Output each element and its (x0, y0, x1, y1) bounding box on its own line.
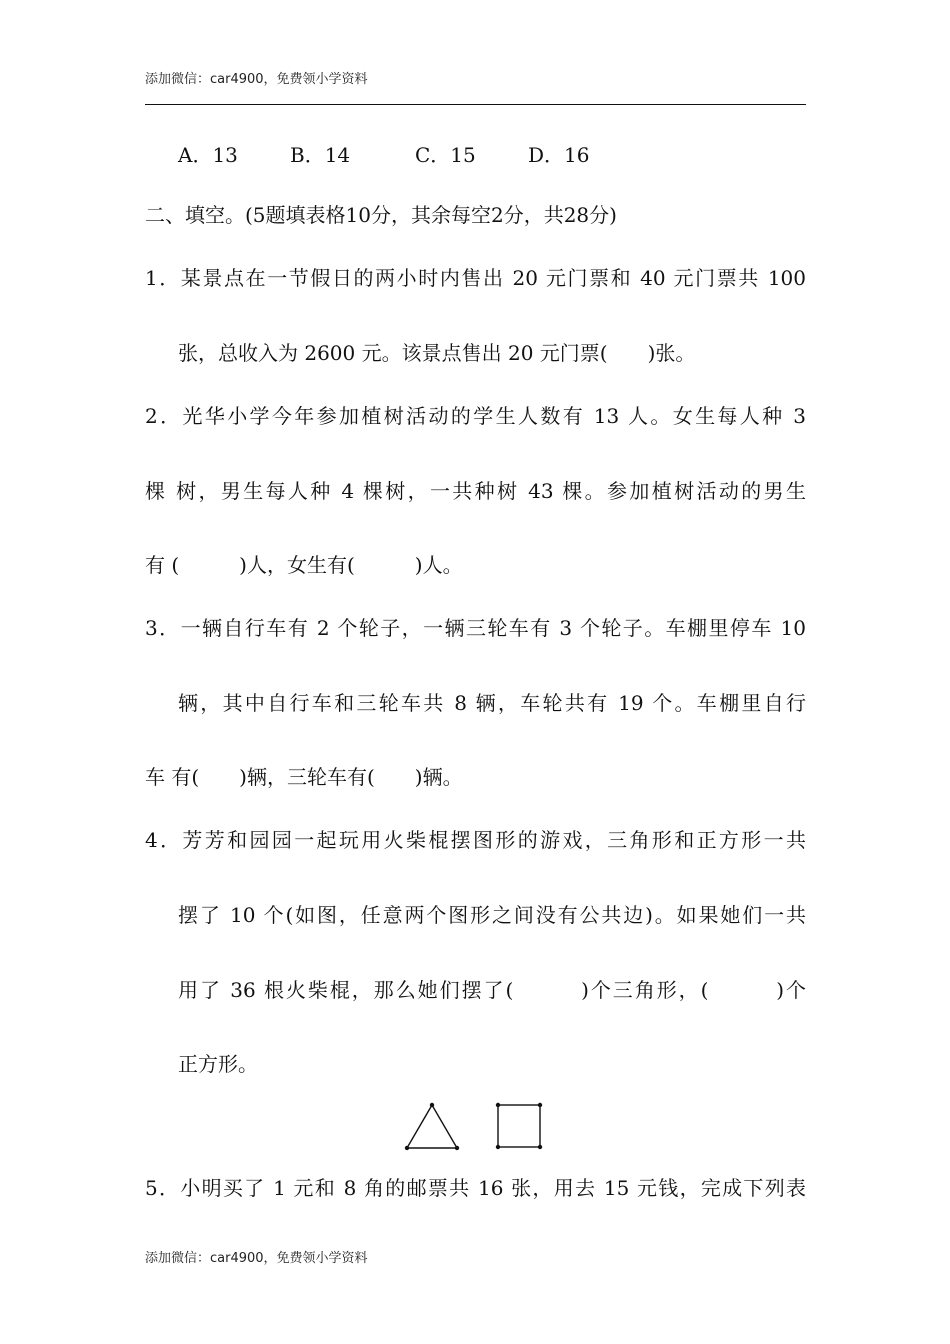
option-c: C．15 (415, 143, 476, 167)
q1-line2: 张，总收入为 2600 元。该景点售出 20 元门票( )张。 (178, 341, 696, 365)
option-a: A．13 (178, 143, 238, 167)
triangle-shape (407, 1105, 457, 1148)
q3-line1: 3．一辆自行车有 2 个轮子，一辆三轮车有 3 个轮子。车棚里停车 10 (145, 616, 806, 640)
q5-line1: 5．小明买了 1 元和 8 角的邮票共 16 张，用去 15 元钱，完成下列表 (145, 1176, 806, 1200)
page-footer: 添加微信：car4900，免费领小学资料 (145, 1251, 368, 1266)
option-b: B．14 (290, 143, 351, 167)
q2-line3: 有 ( )人，女生有( )人。 (145, 553, 463, 577)
q4-line3: 用了 36 根火柴棍，那么她们摆了( )个三角形，( )个 (178, 978, 806, 1002)
q4-line2: 摆了 10 个(如图，任意两个图形之间没有公共边)。如果她们一共 (178, 903, 806, 927)
q3-line2: 辆，其中自行车和三轮车共 8 辆，车轮共有 19 个。车棚里自行 (178, 691, 806, 715)
square-shape (498, 1105, 540, 1147)
page-header: 添加微信：car4900，免费领小学资料 (145, 72, 368, 87)
q3-line3: 车 有( )辆，三轮车有( )辆。 (145, 765, 463, 789)
option-d: D．16 (528, 143, 590, 167)
q2-line1: 2．光华小学今年参加植树活动的学生人数有 13 人。女生每人种 3 (145, 404, 806, 428)
q2-line2: 棵 树，男生每人种 4 棵树，一共种树 43 棵。参加植树活动的男生 (145, 479, 806, 503)
section-title: 二、填空。(5题填表格10分，其余每空2分，共28分) (145, 203, 617, 227)
q4-line1: 4．芳芳和园园一起玩用火柴棍摆图形的游戏，三角形和正方形一共 (145, 828, 806, 852)
triangle-vertices (405, 1103, 459, 1150)
q4-line4: 正方形。 (178, 1052, 258, 1076)
q1-line1: 1．某景点在一节假日的两小时内售出 20 元门票和 40 元门票共 100 (145, 266, 806, 290)
square-vertices (496, 1103, 542, 1149)
matchstick-figure (400, 1100, 550, 1152)
header-rule (145, 104, 806, 105)
